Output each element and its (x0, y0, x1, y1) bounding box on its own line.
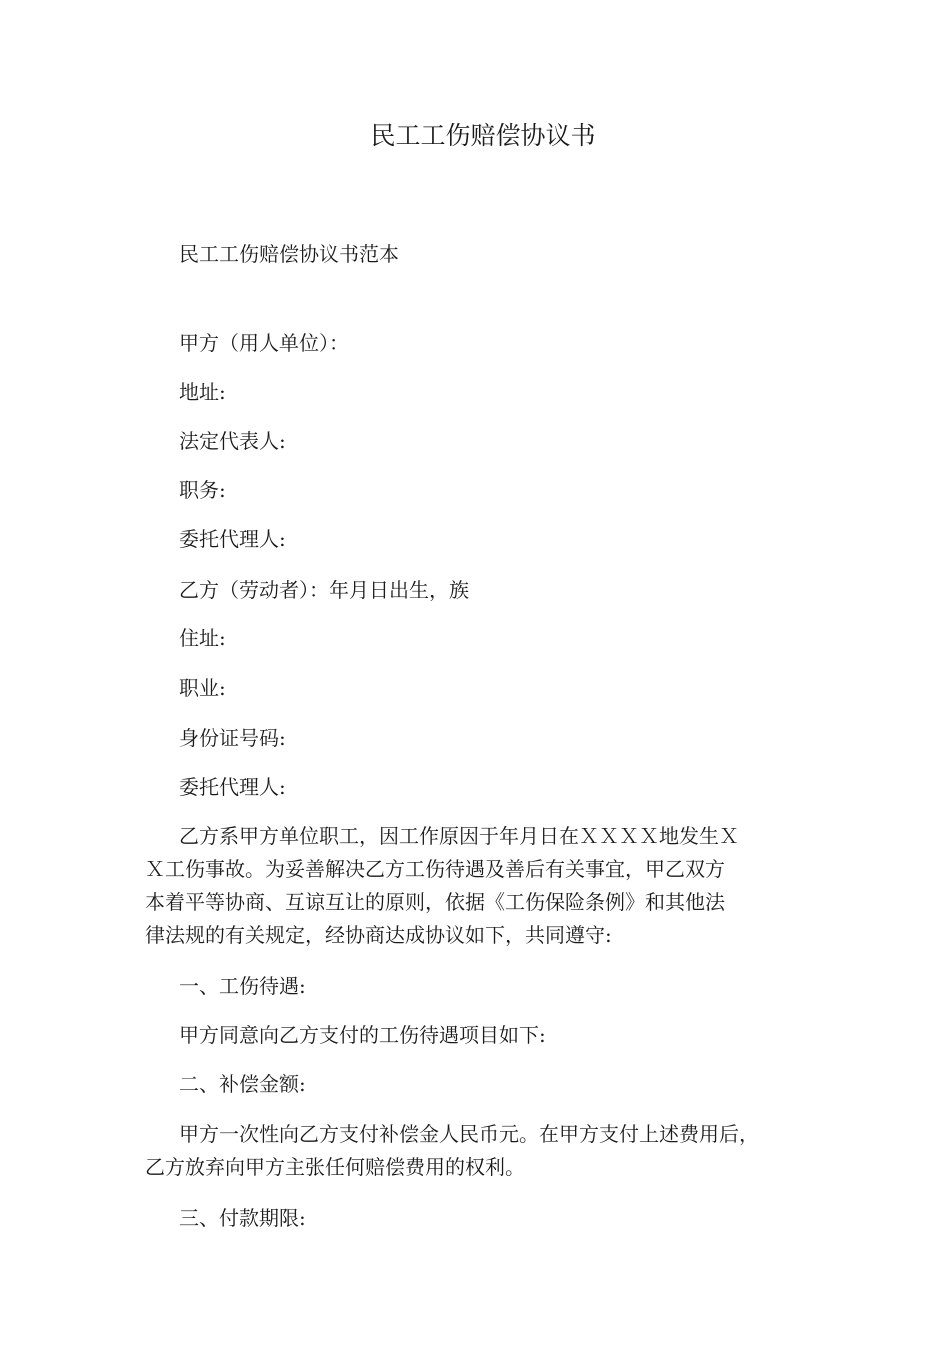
document-title: 民工工伤赔偿协议书 (370, 121, 596, 150)
party-b-agent: 委托代理人: (179, 775, 286, 799)
section3-heading: 三、付款期限: (179, 1206, 306, 1230)
party-a-address: 地址: (179, 380, 226, 404)
intro-line: 本着平等协商、互谅互让的原则，依据《工伤保险条例》和其他法 (145, 890, 725, 914)
party-b-occupation: 职业: (179, 676, 226, 700)
intro-line: Ｘ工伤事故。为妥善解决乙方工伤待遇及善后有关事宜，甲乙双方 (145, 857, 725, 881)
party-a-agent: 委托代理人: (179, 527, 286, 551)
party-b-id-number: 身份证号码: (179, 726, 286, 750)
section2-line: 乙方放弃向甲方主张任何赔偿费用的权利。 (145, 1155, 525, 1179)
section2-line: 甲方一次性向乙方支付补偿金人民币元。在甲方支付上述费用后， (179, 1122, 759, 1146)
intro-line: 乙方系甲方单位职工，因工作原因于年月日在ＸＸＸＸ地发生Ｘ (179, 824, 739, 848)
section1-heading: 一、工伤待遇: (179, 974, 306, 998)
intro-paragraph (145, 820, 775, 952)
party-a-label: 甲方（用人单位）： (179, 331, 349, 355)
section2-paragraph (145, 1118, 775, 1184)
party-a-legal-rep: 法定代表人: (179, 429, 286, 453)
party-b-address: 住址: (179, 626, 226, 650)
document-subtitle: 民工工伤赔偿协议书范本 (179, 242, 399, 266)
party-a-position: 职务: (179, 478, 226, 502)
section2-heading: 二、补偿金额: (179, 1072, 306, 1096)
party-b-label: 乙方（劳动者）：年月日出生，族 (179, 578, 469, 602)
section1-text: 甲方同意向乙方支付的工伤待遇项目如下: (179, 1023, 546, 1047)
intro-line: 律法规的有关规定，经协商达成协议如下，共同遵守: (145, 923, 612, 947)
